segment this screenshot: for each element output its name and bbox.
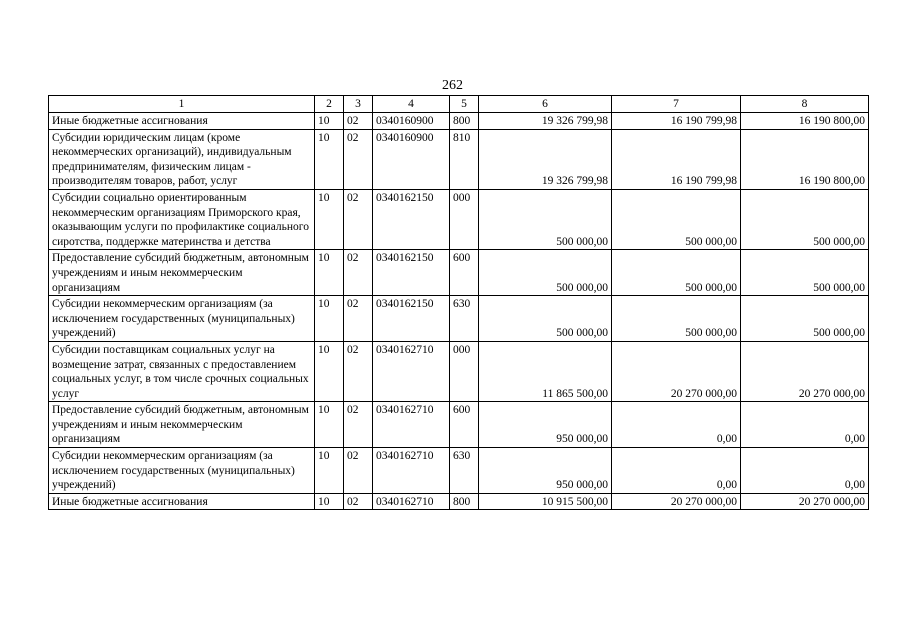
target-article-code: 0340162710 xyxy=(373,341,450,401)
expense-type-code: 600 xyxy=(450,250,479,296)
table-row xyxy=(49,189,869,249)
amount-col8: 0,00 xyxy=(741,448,869,494)
amount-col6: 500 000,00 xyxy=(479,189,612,249)
amount-col8: 20 270 000,00 xyxy=(741,493,869,510)
expense-type-code: 800 xyxy=(450,113,479,130)
amount-col8: 500 000,00 xyxy=(741,250,869,296)
budget-table xyxy=(48,95,869,510)
amount-col6: 500 000,00 xyxy=(479,296,612,342)
subsection-code: 02 xyxy=(344,250,373,296)
section-code: 10 xyxy=(315,402,344,448)
amount-col7: 0,00 xyxy=(612,448,741,494)
table-row xyxy=(49,402,869,448)
header-cell: 2 xyxy=(315,96,344,113)
subsection-code: 02 xyxy=(344,402,373,448)
amount-col8: 0,00 xyxy=(741,402,869,448)
row-description: Иные бюджетные ассигнования xyxy=(49,493,315,510)
expense-type-code: 000 xyxy=(450,189,479,249)
amount-col8: 20 270 000,00 xyxy=(741,341,869,401)
expense-type-code: 630 xyxy=(450,296,479,342)
row-description: Субсидии юридическим лицам (кроме некоммерческих организаций), индивидуальным предпринимателям, физическим лицам - производителям товаров, работ, услуг xyxy=(49,129,315,189)
page-number: 262 xyxy=(442,78,463,93)
header-cell: 3 xyxy=(344,96,373,113)
amount-col7: 20 270 000,00 xyxy=(612,493,741,510)
amount-col6: 950 000,00 xyxy=(479,402,612,448)
amount-col6: 11 865 500,00 xyxy=(479,341,612,401)
row-description: Предоставление субсидий бюджетным, автономным учреждениям и иным некоммерческим организациям xyxy=(49,402,315,448)
subsection-code: 02 xyxy=(344,493,373,510)
amount-col7: 0,00 xyxy=(612,402,741,448)
expense-type-code: 600 xyxy=(450,402,479,448)
amount-col6: 950 000,00 xyxy=(479,448,612,494)
subsection-code: 02 xyxy=(344,448,373,494)
table-row xyxy=(49,296,869,342)
target-article-code: 0340162710 xyxy=(373,493,450,510)
amount-col7: 500 000,00 xyxy=(612,296,741,342)
row-description: Субсидии социально ориентированным некоммерческим организациям Приморского края, оказывающим услуги по профилактике социального сиротства, поддержке материнства и детства xyxy=(49,189,315,249)
header-cell: 6 xyxy=(479,96,612,113)
table-row xyxy=(49,129,869,189)
header-cell: 7 xyxy=(612,96,741,113)
amount-col6: 10 915 500,00 xyxy=(479,493,612,510)
target-article-code: 0340162150 xyxy=(373,189,450,249)
amount-col6: 500 000,00 xyxy=(479,250,612,296)
target-article-code: 0340162150 xyxy=(373,250,450,296)
header-cell: 4 xyxy=(373,96,450,113)
target-article-code: 0340160900 xyxy=(373,113,450,130)
amount-col7: 500 000,00 xyxy=(612,189,741,249)
amount-col7: 20 270 000,00 xyxy=(612,341,741,401)
row-description: Субсидии некоммерческим организациям (за исключением государственных (муниципальных) учреждений) xyxy=(49,448,315,494)
amount-col6: 19 326 799,98 xyxy=(479,129,612,189)
subsection-code: 02 xyxy=(344,189,373,249)
table-row xyxy=(49,250,869,296)
header-cell: 1 xyxy=(49,96,315,113)
section-code: 10 xyxy=(315,189,344,249)
header-cell: 8 xyxy=(741,96,869,113)
section-code: 10 xyxy=(315,250,344,296)
table-row xyxy=(49,493,869,510)
table-row xyxy=(49,341,869,401)
header-cell: 5 xyxy=(450,96,479,113)
amount-col6: 19 326 799,98 xyxy=(479,113,612,130)
target-article-code: 0340160900 xyxy=(373,129,450,189)
row-description: Предоставление субсидий бюджетным, автономным учреждениям и иным некоммерческим организациям xyxy=(49,250,315,296)
section-code: 10 xyxy=(315,296,344,342)
target-article-code: 0340162710 xyxy=(373,448,450,494)
target-article-code: 0340162710 xyxy=(373,402,450,448)
row-description: Субсидии некоммерческим организациям (за исключением государственных (муниципальных) учреждений) xyxy=(49,296,315,342)
amount-col8: 16 190 800,00 xyxy=(741,113,869,130)
expense-type-code: 800 xyxy=(450,493,479,510)
amount-col8: 500 000,00 xyxy=(741,296,869,342)
row-description: Иные бюджетные ассигнования xyxy=(49,113,315,130)
target-article-code: 0340162150 xyxy=(373,296,450,342)
section-code: 10 xyxy=(315,493,344,510)
amount-col8: 500 000,00 xyxy=(741,189,869,249)
subsection-code: 02 xyxy=(344,296,373,342)
expense-type-code: 810 xyxy=(450,129,479,189)
section-code: 10 xyxy=(315,448,344,494)
header-row xyxy=(49,96,869,113)
section-code: 10 xyxy=(315,113,344,130)
amount-col7: 16 190 799,98 xyxy=(612,113,741,130)
amount-col7: 16 190 799,98 xyxy=(612,129,741,189)
row-description: Субсидии поставщикам социальных услуг на возмещение затрат, связанных с предоставлением социальных услуг, в том числе срочных социальных услуг xyxy=(49,341,315,401)
subsection-code: 02 xyxy=(344,341,373,401)
amount-col8: 16 190 800,00 xyxy=(741,129,869,189)
table-row xyxy=(49,113,869,130)
subsection-code: 02 xyxy=(344,113,373,130)
section-code: 10 xyxy=(315,341,344,401)
table-row xyxy=(49,448,869,494)
expense-type-code: 630 xyxy=(450,448,479,494)
subsection-code: 02 xyxy=(344,129,373,189)
section-code: 10 xyxy=(315,129,344,189)
expense-type-code: 000 xyxy=(450,341,479,401)
amount-col7: 500 000,00 xyxy=(612,250,741,296)
